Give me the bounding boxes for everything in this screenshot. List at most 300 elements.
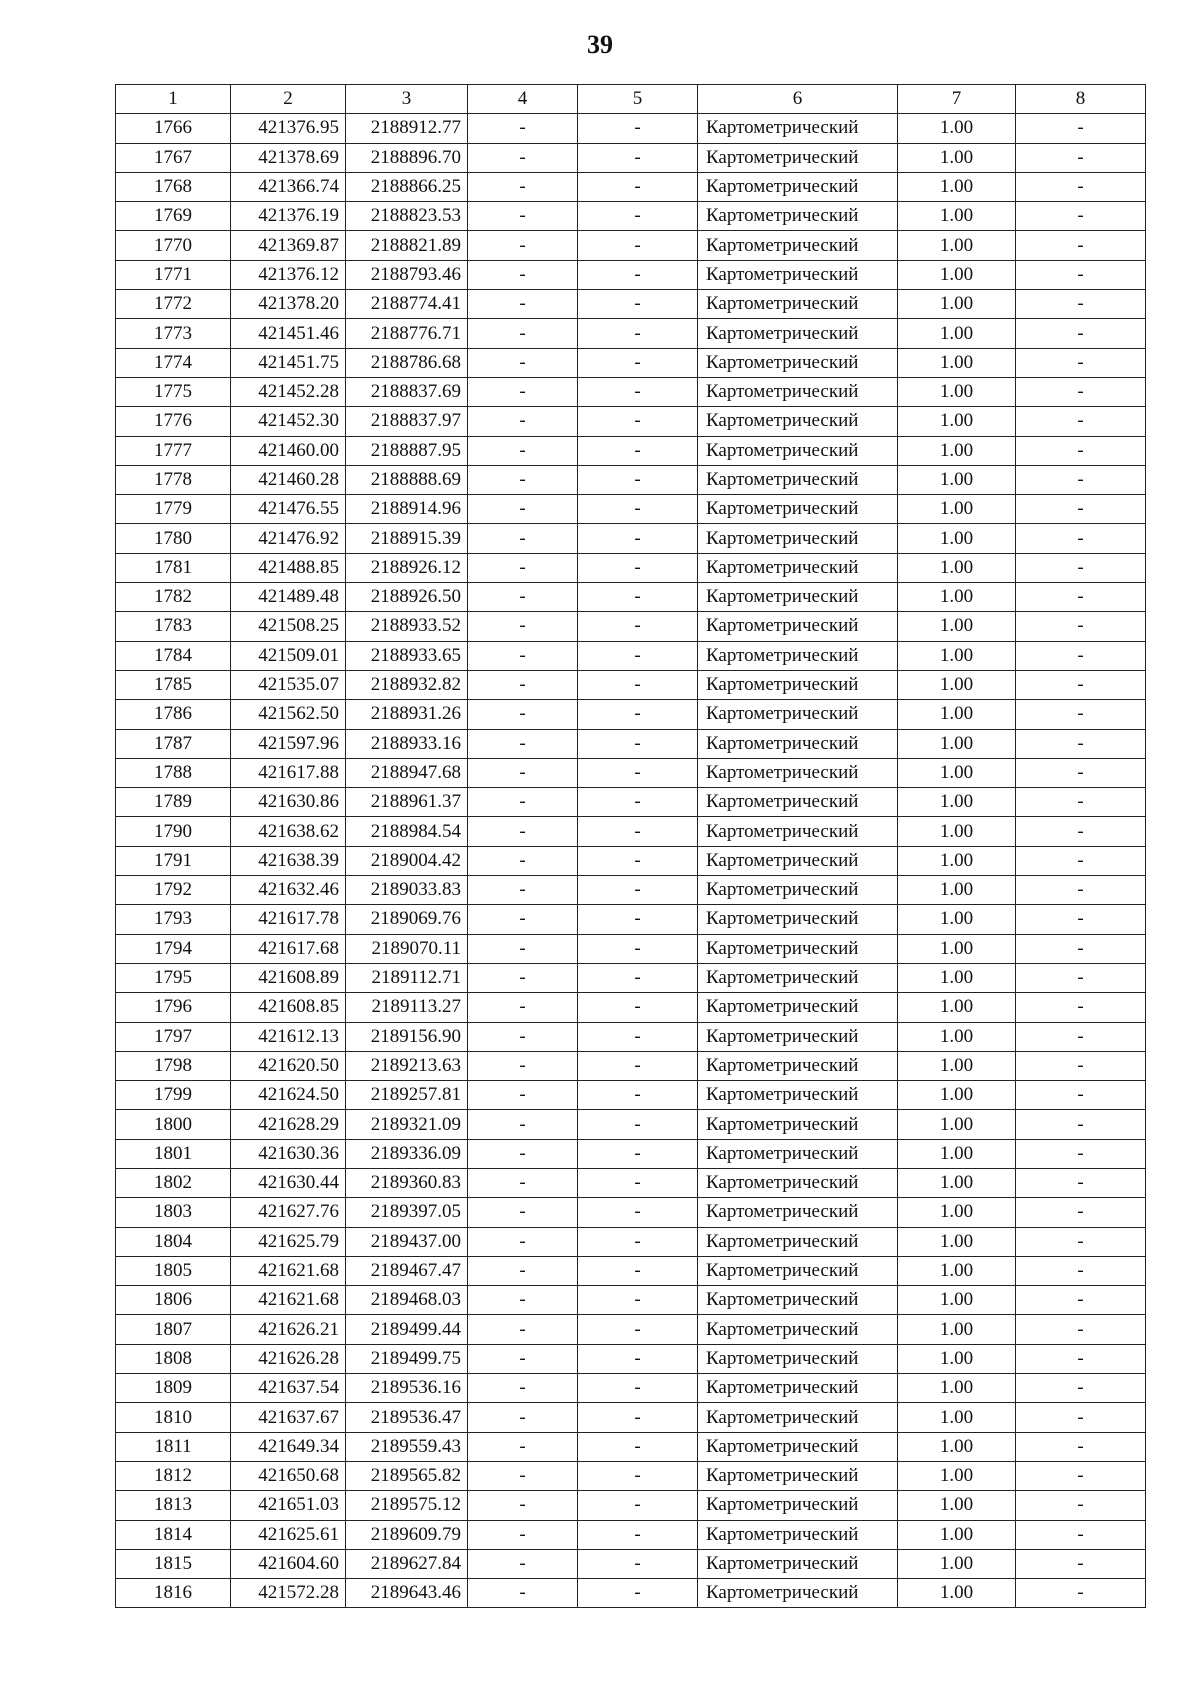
- col8-value-cell: -: [1016, 583, 1146, 612]
- accuracy-cell: 1.00: [898, 1168, 1016, 1197]
- y-coordinate-cell: 2188947.68: [346, 758, 468, 787]
- point-number-cell: 1784: [116, 641, 231, 670]
- method-cell: Картометрический: [698, 700, 898, 729]
- col8-value-cell: -: [1016, 436, 1146, 465]
- col4-value-cell: -: [468, 348, 578, 377]
- accuracy-cell: 1.00: [898, 876, 1016, 905]
- point-number-cell: 1811: [116, 1432, 231, 1461]
- y-coordinate-cell: 2189069.76: [346, 905, 468, 934]
- accuracy-cell: 1.00: [898, 1432, 1016, 1461]
- table-row: [116, 1491, 1146, 1520]
- col4-value-cell: -: [468, 1256, 578, 1285]
- method-cell: Картометрический: [698, 1198, 898, 1227]
- accuracy-cell: 1.00: [898, 377, 1016, 406]
- x-coordinate-cell: 421624.50: [231, 1081, 346, 1110]
- col8-value-cell: -: [1016, 1549, 1146, 1578]
- accuracy-cell: 1.00: [898, 1051, 1016, 1080]
- y-coordinate-cell: 2188887.95: [346, 436, 468, 465]
- method-cell: Картометрический: [698, 407, 898, 436]
- y-coordinate-cell: 2188786.68: [346, 348, 468, 377]
- accuracy-cell: 1.00: [898, 172, 1016, 201]
- x-coordinate-cell: 421630.44: [231, 1168, 346, 1197]
- y-coordinate-cell: 2189321.09: [346, 1110, 468, 1139]
- page-number: 39: [587, 30, 613, 59]
- accuracy-cell: 1.00: [898, 553, 1016, 582]
- col4-value-cell: -: [468, 729, 578, 758]
- accuracy-cell: 1.00: [898, 1315, 1016, 1344]
- col5-value-cell: -: [578, 290, 698, 319]
- col5-value-cell: -: [578, 788, 698, 817]
- col4-value-cell: -: [468, 407, 578, 436]
- y-coordinate-cell: 2188774.41: [346, 290, 468, 319]
- col5-value-cell: -: [578, 1081, 698, 1110]
- point-number-cell: 1786: [116, 700, 231, 729]
- x-coordinate-cell: 421650.68: [231, 1461, 346, 1490]
- table-row: [116, 729, 1146, 758]
- x-coordinate-cell: 421488.85: [231, 553, 346, 582]
- column-header: 2: [231, 85, 346, 114]
- y-coordinate-cell: 2188821.89: [346, 231, 468, 260]
- col4-value-cell: -: [468, 583, 578, 612]
- y-coordinate-cell: 2189113.27: [346, 993, 468, 1022]
- accuracy-cell: 1.00: [898, 436, 1016, 465]
- point-number-cell: 1779: [116, 495, 231, 524]
- point-number-cell: 1788: [116, 758, 231, 787]
- col4-value-cell: -: [468, 319, 578, 348]
- col5-value-cell: -: [578, 1374, 698, 1403]
- col4-value-cell: -: [468, 1286, 578, 1315]
- col5-value-cell: -: [578, 641, 698, 670]
- col4-value-cell: -: [468, 758, 578, 787]
- point-number-cell: 1775: [116, 377, 231, 406]
- col8-value-cell: -: [1016, 319, 1146, 348]
- col8-value-cell: -: [1016, 1374, 1146, 1403]
- col4-value-cell: -: [468, 1491, 578, 1520]
- x-coordinate-cell: 421369.87: [231, 231, 346, 260]
- accuracy-cell: 1.00: [898, 1344, 1016, 1373]
- y-coordinate-cell: 2189575.12: [346, 1491, 468, 1520]
- col4-value-cell: -: [468, 377, 578, 406]
- col8-value-cell: -: [1016, 934, 1146, 963]
- col5-value-cell: -: [578, 993, 698, 1022]
- col8-value-cell: -: [1016, 876, 1146, 905]
- y-coordinate-cell: 2189336.09: [346, 1139, 468, 1168]
- y-coordinate-cell: 2188933.65: [346, 641, 468, 670]
- y-coordinate-cell: 2188932.82: [346, 670, 468, 699]
- method-cell: Картометрический: [698, 1139, 898, 1168]
- col8-value-cell: -: [1016, 1403, 1146, 1432]
- col5-value-cell: -: [578, 524, 698, 553]
- y-coordinate-cell: 2189156.90: [346, 1022, 468, 1051]
- y-coordinate-cell: 2189257.81: [346, 1081, 468, 1110]
- table-row: [116, 260, 1146, 289]
- column-header: 8: [1016, 85, 1146, 114]
- x-coordinate-cell: 421460.00: [231, 436, 346, 465]
- col8-value-cell: -: [1016, 231, 1146, 260]
- method-cell: Картометрический: [698, 1110, 898, 1139]
- method-cell: Картометрический: [698, 1520, 898, 1549]
- table-row: [116, 1549, 1146, 1578]
- method-cell: Картометрический: [698, 788, 898, 817]
- col4-value-cell: -: [468, 934, 578, 963]
- y-coordinate-cell: 2188914.96: [346, 495, 468, 524]
- x-coordinate-cell: 421604.60: [231, 1549, 346, 1578]
- table-row: [116, 846, 1146, 875]
- col5-value-cell: -: [578, 1579, 698, 1608]
- col5-value-cell: -: [578, 319, 698, 348]
- accuracy-cell: 1.00: [898, 1579, 1016, 1608]
- method-cell: Картометрический: [698, 670, 898, 699]
- point-number-cell: 1801: [116, 1139, 231, 1168]
- x-coordinate-cell: 421638.62: [231, 817, 346, 846]
- col5-value-cell: -: [578, 1520, 698, 1549]
- y-coordinate-cell: 2188866.25: [346, 172, 468, 201]
- col8-value-cell: -: [1016, 1227, 1146, 1256]
- col5-value-cell: -: [578, 729, 698, 758]
- y-coordinate-cell: 2189213.63: [346, 1051, 468, 1080]
- point-number-cell: 1789: [116, 788, 231, 817]
- x-coordinate-cell: 421628.29: [231, 1110, 346, 1139]
- col4-value-cell: -: [468, 1110, 578, 1139]
- col5-value-cell: -: [578, 202, 698, 231]
- x-coordinate-cell: 421378.20: [231, 290, 346, 319]
- col5-value-cell: -: [578, 260, 698, 289]
- x-coordinate-cell: 421597.96: [231, 729, 346, 758]
- method-cell: Картометрический: [698, 963, 898, 992]
- point-number-cell: 1781: [116, 553, 231, 582]
- accuracy-cell: 1.00: [898, 1374, 1016, 1403]
- table-row: [116, 993, 1146, 1022]
- table-row: [116, 1139, 1146, 1168]
- accuracy-cell: 1.00: [898, 1520, 1016, 1549]
- table-row: [116, 1256, 1146, 1285]
- table-row: [116, 1315, 1146, 1344]
- point-number-cell: 1803: [116, 1198, 231, 1227]
- x-coordinate-cell: 421535.07: [231, 670, 346, 699]
- col5-value-cell: -: [578, 846, 698, 875]
- x-coordinate-cell: 421376.12: [231, 260, 346, 289]
- table-row: [116, 1461, 1146, 1490]
- accuracy-cell: 1.00: [898, 670, 1016, 699]
- accuracy-cell: 1.00: [898, 143, 1016, 172]
- accuracy-cell: 1.00: [898, 905, 1016, 934]
- col5-value-cell: -: [578, 172, 698, 201]
- y-coordinate-cell: 2188915.39: [346, 524, 468, 553]
- point-number-cell: 1774: [116, 348, 231, 377]
- col5-value-cell: -: [578, 436, 698, 465]
- col4-value-cell: -: [468, 1549, 578, 1578]
- x-coordinate-cell: 421617.88: [231, 758, 346, 787]
- col5-value-cell: -: [578, 1051, 698, 1080]
- x-coordinate-cell: 421637.67: [231, 1403, 346, 1432]
- point-number-cell: 1778: [116, 465, 231, 494]
- col4-value-cell: -: [468, 993, 578, 1022]
- y-coordinate-cell: 2188823.53: [346, 202, 468, 231]
- method-cell: Картометрический: [698, 876, 898, 905]
- x-coordinate-cell: 421638.39: [231, 846, 346, 875]
- x-coordinate-cell: 421451.75: [231, 348, 346, 377]
- table-row: [116, 1344, 1146, 1373]
- col5-value-cell: -: [578, 612, 698, 641]
- point-number-cell: 1773: [116, 319, 231, 348]
- accuracy-cell: 1.00: [898, 963, 1016, 992]
- point-number-cell: 1794: [116, 934, 231, 963]
- accuracy-cell: 1.00: [898, 1403, 1016, 1432]
- y-coordinate-cell: 2189467.47: [346, 1256, 468, 1285]
- col4-value-cell: -: [468, 1344, 578, 1373]
- col8-value-cell: -: [1016, 1315, 1146, 1344]
- method-cell: Картометрический: [698, 1461, 898, 1490]
- col4-value-cell: -: [468, 495, 578, 524]
- table-row: [116, 407, 1146, 436]
- col5-value-cell: -: [578, 817, 698, 846]
- x-coordinate-cell: 421617.78: [231, 905, 346, 934]
- col8-value-cell: -: [1016, 202, 1146, 231]
- x-coordinate-cell: 421625.61: [231, 1520, 346, 1549]
- method-cell: Картометрический: [698, 290, 898, 319]
- col8-value-cell: -: [1016, 407, 1146, 436]
- x-coordinate-cell: 421572.28: [231, 1579, 346, 1608]
- accuracy-cell: 1.00: [898, 583, 1016, 612]
- method-cell: Картометрический: [698, 934, 898, 963]
- accuracy-cell: 1.00: [898, 817, 1016, 846]
- table-row: [116, 876, 1146, 905]
- table-row: [116, 377, 1146, 406]
- accuracy-cell: 1.00: [898, 788, 1016, 817]
- col8-value-cell: -: [1016, 495, 1146, 524]
- col8-value-cell: -: [1016, 348, 1146, 377]
- table-row: [116, 1432, 1146, 1461]
- col8-value-cell: -: [1016, 553, 1146, 582]
- method-cell: Картометрический: [698, 1051, 898, 1080]
- col5-value-cell: -: [578, 143, 698, 172]
- col8-value-cell: -: [1016, 700, 1146, 729]
- col8-value-cell: -: [1016, 641, 1146, 670]
- accuracy-cell: 1.00: [898, 1256, 1016, 1285]
- method-cell: Картометрический: [698, 172, 898, 201]
- col4-value-cell: -: [468, 172, 578, 201]
- point-number-cell: 1787: [116, 729, 231, 758]
- x-coordinate-cell: 421562.50: [231, 700, 346, 729]
- y-coordinate-cell: 2189559.43: [346, 1432, 468, 1461]
- col4-value-cell: -: [468, 1081, 578, 1110]
- col4-value-cell: -: [468, 641, 578, 670]
- y-coordinate-cell: 2188926.50: [346, 583, 468, 612]
- col8-value-cell: -: [1016, 905, 1146, 934]
- col4-value-cell: -: [468, 1374, 578, 1403]
- accuracy-cell: 1.00: [898, 1549, 1016, 1578]
- col8-value-cell: -: [1016, 758, 1146, 787]
- col8-value-cell: -: [1016, 290, 1146, 319]
- col4-value-cell: -: [468, 905, 578, 934]
- col5-value-cell: -: [578, 670, 698, 699]
- y-coordinate-cell: 2188926.12: [346, 553, 468, 582]
- point-number-cell: 1810: [116, 1403, 231, 1432]
- point-number-cell: 1767: [116, 143, 231, 172]
- y-coordinate-cell: 2189643.46: [346, 1579, 468, 1608]
- col8-value-cell: -: [1016, 143, 1146, 172]
- y-coordinate-cell: 2189033.83: [346, 876, 468, 905]
- col5-value-cell: -: [578, 758, 698, 787]
- col4-value-cell: -: [468, 700, 578, 729]
- x-coordinate-cell: 421366.74: [231, 172, 346, 201]
- y-coordinate-cell: 2189536.16: [346, 1374, 468, 1403]
- table-row: [116, 1110, 1146, 1139]
- method-cell: Картометрический: [698, 524, 898, 553]
- method-cell: Картометрический: [698, 1256, 898, 1285]
- col5-value-cell: -: [578, 1110, 698, 1139]
- point-number-cell: 1768: [116, 172, 231, 201]
- accuracy-cell: 1.00: [898, 319, 1016, 348]
- col8-value-cell: -: [1016, 377, 1146, 406]
- coordinates-table: [115, 84, 1146, 1608]
- column-header: 4: [468, 85, 578, 114]
- col4-value-cell: -: [468, 670, 578, 699]
- table-row: [116, 963, 1146, 992]
- accuracy-cell: 1.00: [898, 641, 1016, 670]
- table-row: [116, 934, 1146, 963]
- point-number-cell: 1808: [116, 1344, 231, 1373]
- col4-value-cell: -: [468, 1051, 578, 1080]
- col5-value-cell: -: [578, 1315, 698, 1344]
- x-coordinate-cell: 421476.55: [231, 495, 346, 524]
- accuracy-cell: 1.00: [898, 290, 1016, 319]
- method-cell: Картометрический: [698, 758, 898, 787]
- method-cell: Картометрический: [698, 1374, 898, 1403]
- point-number-cell: 1771: [116, 260, 231, 289]
- col4-value-cell: -: [468, 1139, 578, 1168]
- accuracy-cell: 1.00: [898, 729, 1016, 758]
- y-coordinate-cell: 2189070.11: [346, 934, 468, 963]
- col8-value-cell: -: [1016, 817, 1146, 846]
- col8-value-cell: -: [1016, 1461, 1146, 1490]
- method-cell: Картометрический: [698, 846, 898, 875]
- method-cell: Картометрический: [698, 1315, 898, 1344]
- y-coordinate-cell: 2189627.84: [346, 1549, 468, 1578]
- x-coordinate-cell: 421625.79: [231, 1227, 346, 1256]
- x-coordinate-cell: 421621.68: [231, 1256, 346, 1285]
- table-row: [116, 114, 1146, 143]
- accuracy-cell: 1.00: [898, 1286, 1016, 1315]
- table-row: [116, 1168, 1146, 1197]
- col8-value-cell: -: [1016, 172, 1146, 201]
- y-coordinate-cell: 2188888.69: [346, 465, 468, 494]
- method-cell: Картометрический: [698, 1022, 898, 1051]
- method-cell: Картометрический: [698, 553, 898, 582]
- col4-value-cell: -: [468, 202, 578, 231]
- method-cell: Картометрический: [698, 729, 898, 758]
- method-cell: Картометрический: [698, 1491, 898, 1520]
- method-cell: Картометрический: [698, 641, 898, 670]
- y-coordinate-cell: 2188933.52: [346, 612, 468, 641]
- y-coordinate-cell: 2188984.54: [346, 817, 468, 846]
- x-coordinate-cell: 421626.21: [231, 1315, 346, 1344]
- point-number-cell: 1804: [116, 1227, 231, 1256]
- method-cell: Картометрический: [698, 1286, 898, 1315]
- point-number-cell: 1812: [116, 1461, 231, 1490]
- y-coordinate-cell: 2189565.82: [346, 1461, 468, 1490]
- method-cell: Картометрический: [698, 436, 898, 465]
- x-coordinate-cell: 421620.50: [231, 1051, 346, 1080]
- method-cell: Картометрический: [698, 817, 898, 846]
- table-row: [116, 612, 1146, 641]
- x-coordinate-cell: 421509.01: [231, 641, 346, 670]
- method-cell: Картометрический: [698, 377, 898, 406]
- table-row: [116, 465, 1146, 494]
- accuracy-cell: 1.00: [898, 348, 1016, 377]
- accuracy-cell: 1.00: [898, 1022, 1016, 1051]
- col8-value-cell: -: [1016, 1081, 1146, 1110]
- point-number-cell: 1769: [116, 202, 231, 231]
- method-cell: Картометрический: [698, 583, 898, 612]
- point-number-cell: 1797: [116, 1022, 231, 1051]
- x-coordinate-cell: 421376.95: [231, 114, 346, 143]
- method-cell: Картометрический: [698, 1432, 898, 1461]
- col8-value-cell: -: [1016, 1432, 1146, 1461]
- col5-value-cell: -: [578, 1549, 698, 1578]
- col5-value-cell: -: [578, 1227, 698, 1256]
- col8-value-cell: -: [1016, 963, 1146, 992]
- y-coordinate-cell: 2188961.37: [346, 788, 468, 817]
- point-number-cell: 1816: [116, 1579, 231, 1608]
- y-coordinate-cell: 2188931.26: [346, 700, 468, 729]
- method-cell: Картометрический: [698, 993, 898, 1022]
- col5-value-cell: -: [578, 231, 698, 260]
- method-cell: Картометрический: [698, 1227, 898, 1256]
- method-cell: Картометрический: [698, 465, 898, 494]
- col4-value-cell: -: [468, 231, 578, 260]
- x-coordinate-cell: 421621.68: [231, 1286, 346, 1315]
- table-row: [116, 1520, 1146, 1549]
- col8-value-cell: -: [1016, 1198, 1146, 1227]
- accuracy-cell: 1.00: [898, 495, 1016, 524]
- col4-value-cell: -: [468, 436, 578, 465]
- column-header: 1: [116, 85, 231, 114]
- point-number-cell: 1798: [116, 1051, 231, 1080]
- col8-value-cell: -: [1016, 729, 1146, 758]
- table-row: [116, 1403, 1146, 1432]
- col8-value-cell: -: [1016, 524, 1146, 553]
- column-header: 3: [346, 85, 468, 114]
- accuracy-cell: 1.00: [898, 524, 1016, 553]
- y-coordinate-cell: 2189468.03: [346, 1286, 468, 1315]
- table-row: [116, 1081, 1146, 1110]
- method-cell: Картометрический: [698, 612, 898, 641]
- x-coordinate-cell: 421460.28: [231, 465, 346, 494]
- col8-value-cell: -: [1016, 1022, 1146, 1051]
- y-coordinate-cell: 2188896.70: [346, 143, 468, 172]
- x-coordinate-cell: 421627.76: [231, 1198, 346, 1227]
- col5-value-cell: -: [578, 1198, 698, 1227]
- accuracy-cell: 1.00: [898, 1198, 1016, 1227]
- table-row: [116, 670, 1146, 699]
- y-coordinate-cell: 2188793.46: [346, 260, 468, 289]
- col4-value-cell: -: [468, 1579, 578, 1608]
- table-row: [116, 202, 1146, 231]
- x-coordinate-cell: 421617.68: [231, 934, 346, 963]
- y-coordinate-cell: 2189499.44: [346, 1315, 468, 1344]
- col5-value-cell: -: [578, 407, 698, 436]
- col5-value-cell: -: [578, 876, 698, 905]
- table-row: [116, 583, 1146, 612]
- y-coordinate-cell: 2188776.71: [346, 319, 468, 348]
- y-coordinate-cell: 2188912.77: [346, 114, 468, 143]
- table-row: [116, 1051, 1146, 1080]
- col5-value-cell: -: [578, 1344, 698, 1373]
- point-number-cell: 1805: [116, 1256, 231, 1285]
- col8-value-cell: -: [1016, 1051, 1146, 1080]
- method-cell: Картометрический: [698, 143, 898, 172]
